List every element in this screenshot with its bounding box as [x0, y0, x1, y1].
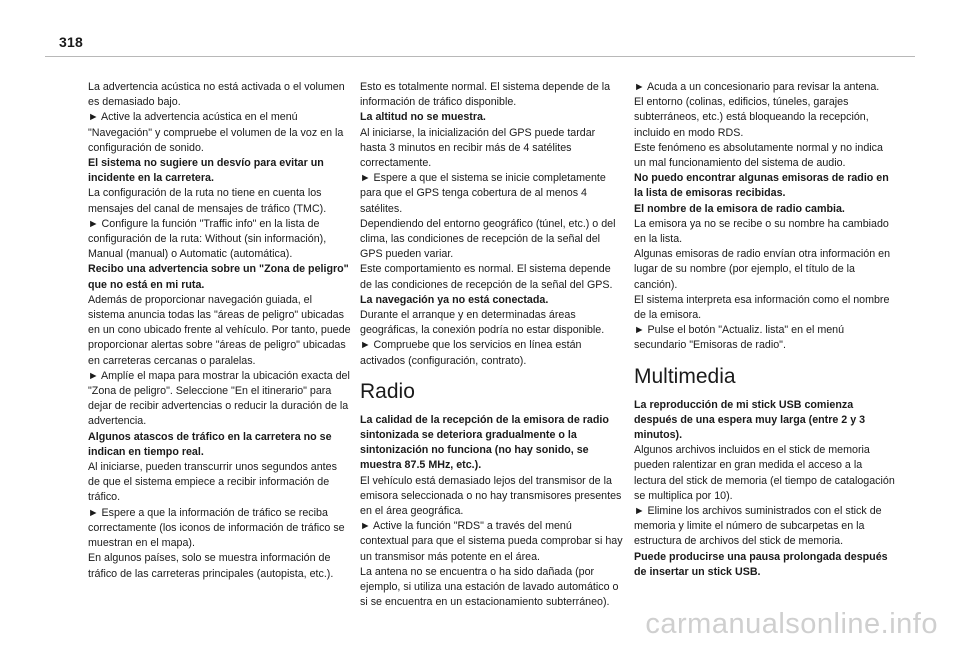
body-paragraph: Algunas emisoras de radio envían otra información en lugar de su nombre (por ejemplo, el título de la canción). [634, 248, 891, 291]
question-heading: La altitud no se muestra. [360, 111, 486, 124]
text-column-middle [360, 80, 623, 611]
question-heading: Algunos atascos de tráfico en la carretera no se indican en tiempo real. [88, 430, 332, 458]
question-heading: La navegación ya no está conectada. [360, 293, 549, 306]
body-paragraph: La antena no se encuentra o ha sido dañada (por ejemplo, si utiliza una estación de lavado automático o si se encuentra en un estacionamiento subterráneo). [360, 565, 619, 609]
question-heading: La reproducción de mi stick USB comienza después de una espera muy larga (entre 2 y 3 minutos). [634, 398, 866, 442]
section-heading: Multimedia [634, 364, 736, 388]
body-paragraph: ► Compruebe que los servicios en línea están activados (configuración, contrato). [360, 339, 582, 367]
body-paragraph: La emisora ya no se recibe o su nombre ha cambiado en la lista. [634, 217, 889, 246]
page-number: 318 [59, 34, 83, 50]
question-heading: Recibo una advertencia sobre un "Zona de peligro" que no está en mi ruta. [88, 263, 349, 291]
body-paragraph: Durante el arranque y en determinadas áreas geográficas, la conexión podría no estar disponible. [360, 309, 605, 337]
body-paragraph: ► Active la advertencia acústica en el menú "Navegación" y compruebe el volumen de la voz en la configuración de sonido. [88, 111, 344, 154]
body-paragraph: El sistema interpreta esa información como el nombre de la emisora. [634, 293, 890, 322]
body-paragraph: Además de proporcionar navegación guiada, el sistema anuncia todas las "áreas de peligro" ubicadas en un cono ubicado frente al vehículo. Por tanto, puede proporcionar alertas sobre "áreas de peligro" ubicadas en carreteras cercanas o paralelas. [88, 293, 351, 367]
body-paragraph: Al iniciarse, la inicialización del GPS puede tardar hasta 3 minutos en recibir más de 4 satélites correctamente. [360, 126, 596, 170]
body-paragraph: El entorno (colinas, edificios, túneles, garajes subterráneos, etc.) está bloqueando la recepción, incluido en modo RDS. [634, 96, 869, 139]
body-paragraph: ► Espere a que el sistema se inicie completamente para que el GPS tenga cobertura de al menos 4 satélites. [360, 172, 606, 215]
text-column-left [88, 80, 351, 582]
body-paragraph: Este comportamiento es normal. El sistema depende de las condiciones de recepción de la señal del GPS. [360, 263, 613, 291]
watermark: carmanualsonline.info [645, 608, 938, 640]
question-heading: El sistema no sugiere un desvío para evitar un incidente en la carretera. [88, 157, 324, 185]
body-paragraph: Esto es totalmente normal. El sistema depende de la información de tráfico disponible. [360, 81, 611, 109]
body-paragraph: ► Amplíe el mapa para mostrar la ubicación exacta del "Zona de peligro". Seleccione "En el itinerario" para dejar de recibir advertencias o reducir la duración de la advertencia. [88, 369, 350, 428]
text-column-right [634, 80, 897, 580]
body-paragraph: El vehículo está demasiado lejos del transmisor de la emisora seleccionada o no hay transmisores presentes en el área geográfica. [360, 474, 622, 518]
body-paragraph: ► Acuda a un concesionario para revisar la antena. [634, 81, 880, 93]
body-paragraph: ► Active la función "RDS" a través del menú contextual para que el sistema pueda comprobar si hay un transmisor más potente en el área. [360, 520, 623, 563]
body-paragraph: Al iniciarse, pueden transcurrir unos segundos antes de que el sistema empiece a recibir información de tráfico. [88, 461, 337, 504]
body-paragraph: En algunos países, solo se muestra información de tráfico de las carreteras principales (autopista, etc.). [88, 552, 334, 580]
question-heading: No puedo encontrar algunas emisoras de radio en la lista de emisoras recibidas. [634, 172, 889, 200]
header-divider [45, 56, 915, 57]
body-paragraph: La configuración de la ruta no tiene en cuenta los mensajes del canal de mensajes de tráfico (TMC). [88, 187, 327, 215]
body-paragraph: Dependiendo del entorno geográfico (túnel, etc.) o del clima, las condiciones de recepción de la señal del GPS pueden variar. [360, 217, 616, 261]
body-paragraph: ► Pulse el botón "Actualiz. lista" en el menú secundario "Emisoras de radio". [634, 324, 845, 352]
body-paragraph: Este fenómeno es absolutamente normal y no indica un mal funcionamiento del sistema de audio. [634, 141, 883, 170]
question-heading: Puede producirse una pausa prolongada después de insertar un stick USB. [634, 550, 888, 578]
body-paragraph: ► Configure la función "Traffic info" en la lista de configuración de la ruta: Without (sin información), Manual (manual) o Automatic (automática). [88, 217, 327, 261]
body-paragraph: ► Espere a que la información de tráfico se reciba correctamente (los iconos de información de tráfico se muestran en el mapa). [88, 506, 345, 550]
body-paragraph: ► Elimine los archivos suministrados con el stick de memoria y limite el número de subcarpetas en la estructura de archivos del stick de memoria. [634, 505, 882, 548]
body-paragraph: La advertencia acústica no está activada o el volumen es demasiado bajo. [88, 81, 345, 109]
body-paragraph: Algunos archivos incluidos en el stick de memoria pueden ralentizar en gran medida el acceso a la lectura del stick de memoria (el tiempo de catalogación se multiplica por 10). [634, 444, 895, 502]
question-heading: La calidad de la recepción de la emisora de radio sintonizada se deteriora gradualmente o la sintonización no funciona (no hay sonido, se muestra 87.5 MHz, etc.). [360, 413, 609, 472]
question-heading: El nombre de la emisora de radio cambia. [634, 202, 845, 215]
section-heading: Radio [360, 379, 415, 403]
